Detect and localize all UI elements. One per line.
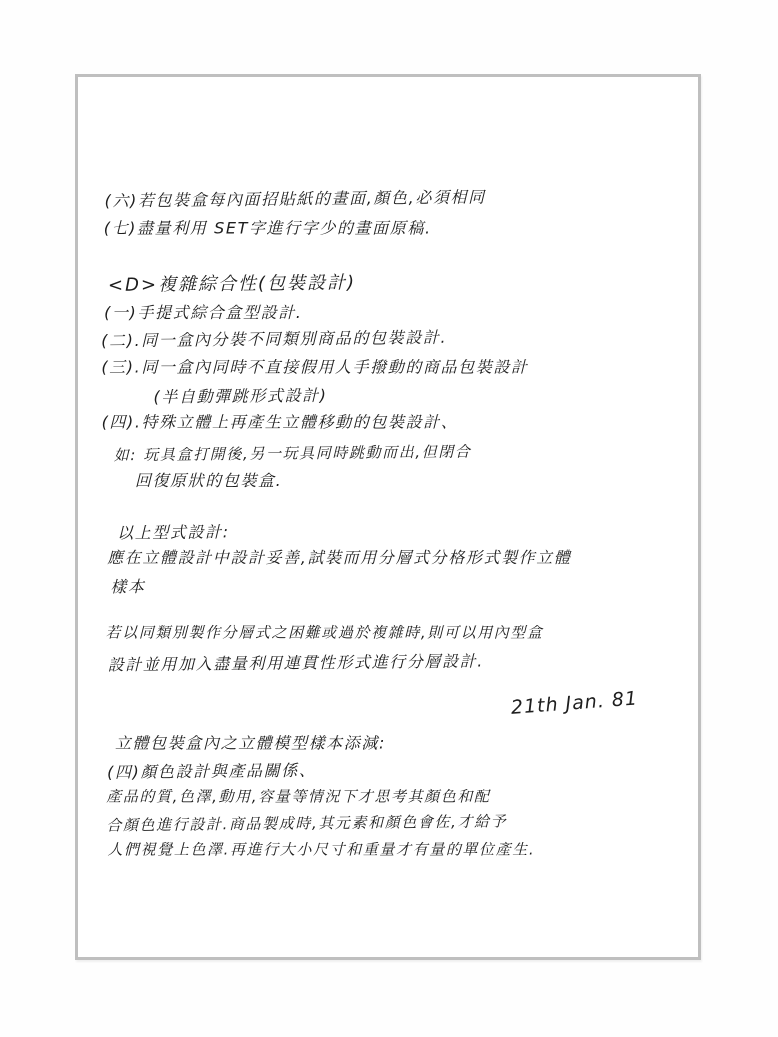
handwritten-line: (一)手提式綜合盒型設計. bbox=[104, 302, 303, 322]
handwritten-line: 合顏色進行設計.商品製成時,其元素和顏色會佐,才給予 bbox=[106, 812, 508, 835]
handwritten-line: 人們視覺上色澤.再進行大小尺寸和重量才有量的單位產生. bbox=[107, 840, 536, 859]
handwritten-line: (六)若包裝盒每內面招貼紙的畫面,顏色,必須相同 bbox=[104, 187, 486, 211]
handwritten-text-block bbox=[76, 76, 700, 959]
handwritten-line: 應在立體設計中設計妥善,試裝而用分層式分格形式製作立體 bbox=[107, 548, 572, 568]
handwritten-line: 產品的質,色澤,動用,容量等情況下才思考其顏色和配 bbox=[106, 787, 491, 806]
handwritten-line: (四)顏色設計與產品關係、 bbox=[107, 760, 317, 782]
handwritten-line-indented: 如: 玩具盒打開後,另一玩具同時跳動而出,但閉合 bbox=[113, 442, 472, 465]
handwritten-line: (二).同一盒內分裝不同類別商品的包裝設計. bbox=[101, 327, 448, 351]
handwritten-line: 樣本 bbox=[110, 576, 146, 597]
handwritten-line: 若以同類別製作分層式之困難或過於複雜時,則可以用內型盒 bbox=[105, 623, 544, 642]
handwritten-line: (四).特殊立體上再產生立體移動的包裝設計、 bbox=[101, 412, 459, 432]
handwritten-line: (三).同一盒內同時不直接假用人手撥動的商品包裝設計 bbox=[101, 357, 529, 377]
handwritten-line-indented: 回復原狀的包裝盒. bbox=[134, 470, 283, 490]
handwritten-line: (七)盡量利用 SET字進行字少的畫面原稿. bbox=[103, 218, 432, 238]
handwritten-line: 立體包裝盒內之立體模型樣本添減: bbox=[114, 733, 386, 753]
page-frame bbox=[75, 74, 701, 960]
handwritten-line: 設計並用加入盡量利用連貫性形式進行分層設計. bbox=[107, 651, 485, 675]
date-signature: 21th Jan. 81 bbox=[510, 687, 639, 719]
section-heading-line: <D>複雜綜合性(包裝設計) bbox=[107, 272, 357, 296]
handwritten-line: 以上型式設計: bbox=[116, 522, 230, 543]
handwritten-line-indented: (半自動彈跳形式設計) bbox=[153, 385, 328, 407]
